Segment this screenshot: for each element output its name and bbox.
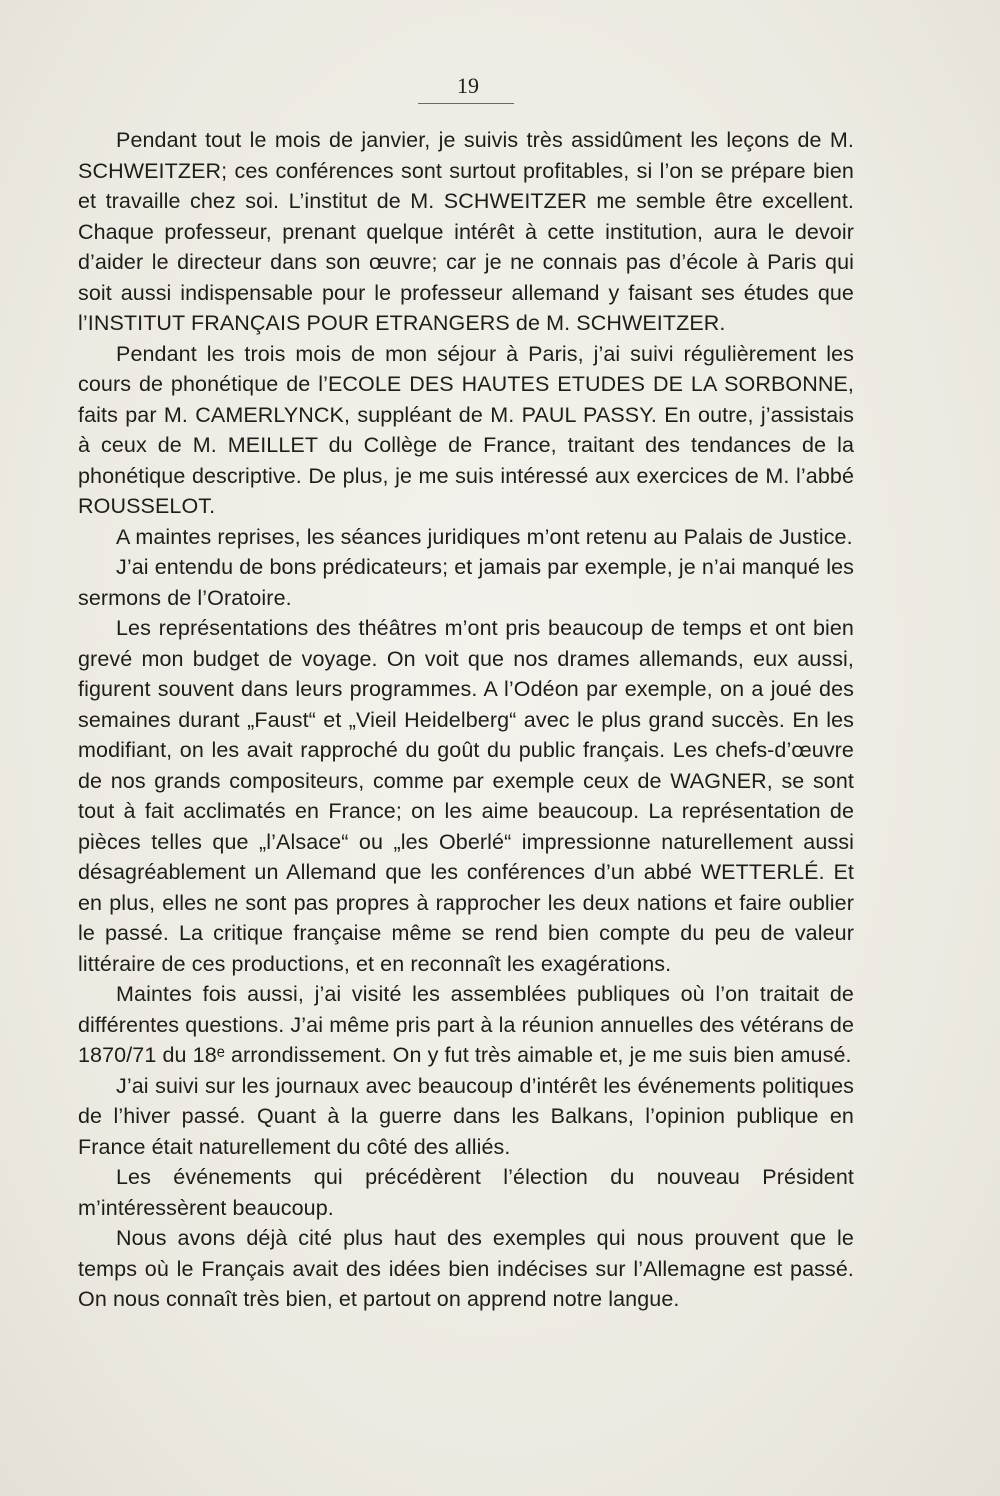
paragraph-phonetics-courses: Pendant les trois mois de mon séjour à Paris, j’ai suivi régulièrement les cours de phonétique de l’ECOLE DES HAUTES ETUDES DE LA SORBONNE, faits par M. CAMERLYNCK, suppléant de M. PAUL PASSY. En outre, j’assistais à ceux de M. MEILLET du Collège de France, traitant des tendances de la phonétique descriptive. De plus, je me suis intéressé aux exercices de M. l’abbé ROUSSELOT. (78, 341, 854, 518)
paragraph-schweitzer-courses: Pendant tout le mois de janvier, je suivis très assidûment les leçons de M. SCHWEITZER; ces conférences sont surtout profitables, si l’on se prépare bien et travaille chez soi. L’institut de M. SCHWEITZER me semble être excellent. Chaque professeur, prenant quelque intérêt à cette institution, aura le devoir d’aider le directeur dans son œuvre; car je ne connais pas d’école à Paris qui soit aussi indispensable pour le professeur allemand y faisant ses études que l’INSTITUT FRANÇAIS POUR ETRANGERS de M. SCHWEITZER. (78, 128, 854, 335)
paragraph-presidential-election: Les événements qui précédèrent l’élection du nouveau Président m’intéressèrent beaucoup. (78, 1165, 854, 1220)
page-number: 19 (457, 73, 479, 98)
body-text (78, 125, 854, 1315)
paragraph-political-events: J’ai suivi sur les journaux avec beaucoup d’intérêt les événements politiques de l’hiver passé. Quant à la guerre dans les Balkans, l’opinion publique en France était naturellement du côté des alliés. (78, 1073, 854, 1159)
paragraph-public-assemblies: Maintes fois aussi, j’ai visité les assemblées publiques où l’on traitait de différentes questions. J’ai même pris part à la réunion annuelles des vétérans de 1870/71 du 18ᵉ arrondissement. On y fut très aimable et, je me suis bien amusé. (78, 982, 854, 1067)
paragraph-theatres: Les représentations des théâtres m’ont pris beaucoup de temps et ont bien grevé mon budget de voyage. On voit que nos drames allemands, eux aussi, figurent souvent dans leurs programmes. A l’Odéon par exemple, on a joué des semaines durant „Faust“ et „Vieil Heidelberg“ avec le plus grand succès. En les modifiant, on les avait rapproché du goût du public français. Les chefs-d’œuvre de nos grands compositeurs, comme par exemple ceux de WAGNER, se sont tout à fait acclimatés en France; on les aime beaucoup. La représentation de pièces telles que „l’Alsace“ ou „les Oberlé“ impressionne naturellement aussi désagréablement un Allemand que les conférences d’un abbé WETTERLÉ. Et en plus, elles ne sont pas propres à rapprocher les deux nations et faire oublier le passé. La critique française même se rend bien compte du peu de valeur littéraire de ces productions, et en reconnaît les exagérations. (78, 616, 854, 976)
paragraph-language: Nous avons déjà cité plus haut des exemples qui nous prouvent que le temps où le Français avait des idées bien indécises sur l’Allemagne est passé. On nous connaît très bien, et partout on apprend notre langue. (78, 1226, 854, 1311)
page-number-rule (418, 103, 514, 104)
paragraph-sermons: J’ai entendu de bons prédicateurs; et jamais par exemple, je n’ai manqué les sermons de l’Oratoire. (78, 555, 854, 610)
paragraph-palais-de-justice: A maintes reprises, les séances juridiques m’ont retenu au Palais de Justice. (116, 524, 853, 549)
